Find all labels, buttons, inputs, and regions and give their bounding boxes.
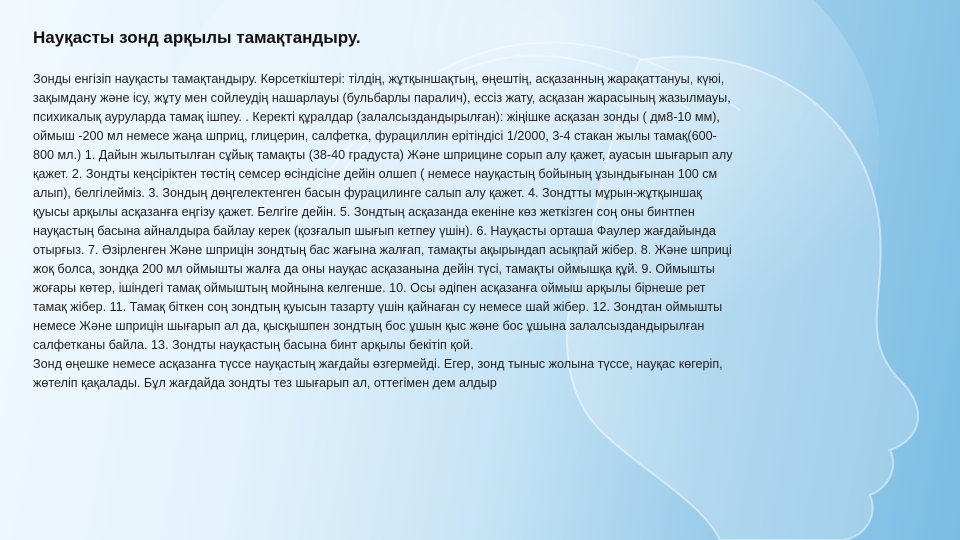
slide-body-paragraph: Зонды енгізіп науқасты тамақтандыру. Көрсеткіштері: тілдің, жұтқыншақтың, өңештің, асқазанның жарақаттануы, күюі, зақымдану және ісу, жұту мен сойлеудің нашарлауы (бульбарлы паралич), ессіз жату, асқазан жарасының жазылмауы, психикалық ауруларда тамақ ішпеу. . Керекті құралдар (залалсыздандырылған): жіңішке асқазан зонды ( дм8-10 мм), оймыш -200 мл немесе жаңа шприц, глицерин, салфетка, фурациллин ерітіндісі 1/2000, 3-4 стакан жылы тамақ(600-800 мл.) 1. Дайын жылытылған сұйық тамақты (38-40 градуста) Және шприцине сорып алу қажет, ауасын шығарып алу қажет. 2. Зондты кеңсіріктен төстің семсер өсіндісіне дейін олшеп ( немесе науқастың бойының ұзындығынан 100 см алып), белгілеймiз. 3. Зондың дөңгелектенген басын фурацилинге салып алу қажет. 4. Зондтты мұрын-жұтқыншақ қуысы арқылы асқазанға еңгізу қажет. Белгіге дейін. 5. Зондтың асқазанда екеніне көз жеткізген соң оны бинтпен науқастың басына айналдыра байлау керек (қозғалып шығып кетпеу үшін). 6. Науқасты орташа Фаулер жағдайында отырғыз. 7. Әзірленген Және шприцін зондтың бас жағына жалғап, тамақты ақырындап асықпай жібер. 8. Және шприці жоқ болса, зондқа 200 мл оймышты жалға да оны науқас асқазанына дейін түсі, тамақты оймышқа құй. 9. Оймышты жоғары көтер, ішіндегі тамақ оймыштың мойнына келгенше. 10. Осы әдіпен асқазанға оймыш арқылы бірнеше рет тамақ жібер. 11. Тамақ біткен соң зондтың қуысын тазарту үшін қайнаған су немесе шай жібер. 12. Зондтан оймышты немесе Және шприцін шығарып ал да, қысқышпен зондтың бос ұшын қыс және бос ұшына залалсыздандырылған салфетканы байла. 13. Зондты науқастың басына бинт арқылы бекітіп қой. xyxy=(33,72,733,352)
slide-body-paragraph-note: Зонд өңешке немесе асқазанға түссе науқастың жағдайы өзгермейді. Егер, зонд тыныс жолына түссе, науқас көгеріп, жөтеліп қақалады. Бұл жағдайда зондты тез шығарып ал, оттегімен дем алдыр xyxy=(33,357,723,390)
slide-title: Науқасты зонд арқылы тамақтандыру. xyxy=(33,28,361,47)
slide-content xyxy=(33,28,733,393)
